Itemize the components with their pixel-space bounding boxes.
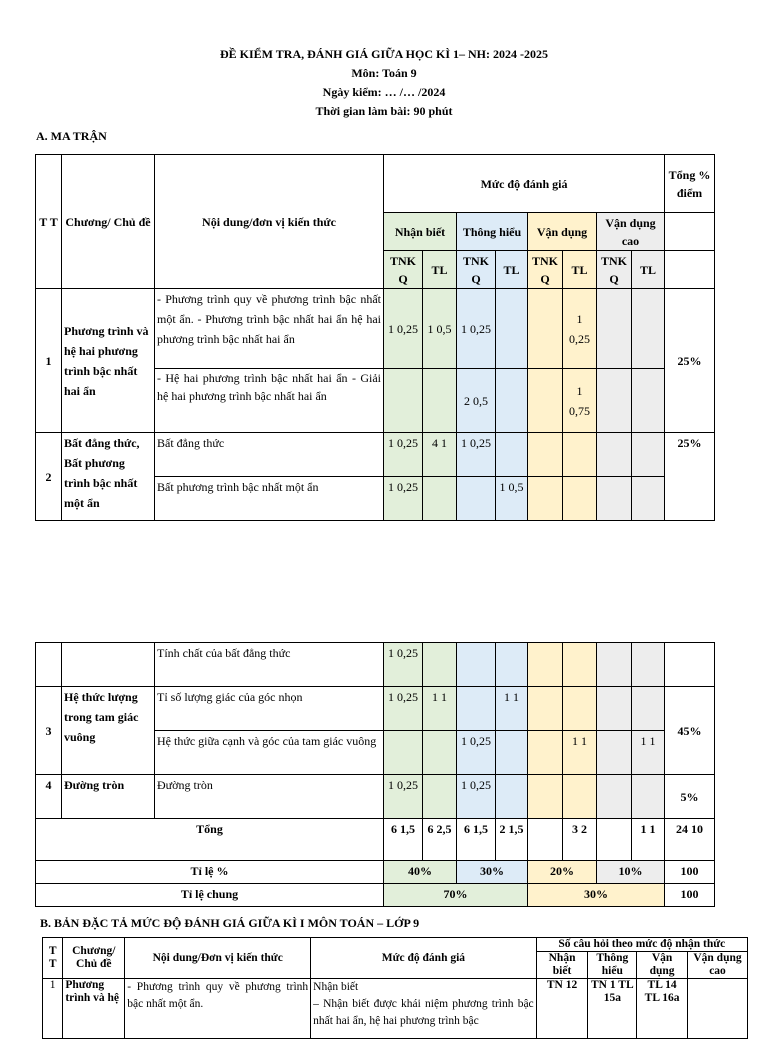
empty-cell [665, 213, 715, 251]
spec-header-mucdo: Mức độ đánh giá [311, 938, 537, 979]
empty-cell [563, 433, 597, 477]
tong-th-tl: 2 1,5 [496, 819, 528, 861]
tile-vdc: 10% [597, 861, 665, 884]
tile-th: 30% [457, 861, 528, 884]
empty-cell [597, 433, 632, 477]
row3a-nb-tnkq: 1 0,25 [384, 687, 423, 731]
row3-tong: 45% [665, 687, 715, 775]
row3a-noidung: Tỉ số lượng giác của góc nhọn [155, 687, 384, 731]
spec-header-chuong: Chương/ Chủ đề [63, 938, 125, 979]
row4-tong: 5% [665, 775, 715, 819]
row3a-nb-tl: 1 1 [423, 687, 457, 731]
header-tl: TL [632, 251, 665, 289]
empty-cell [528, 731, 563, 775]
empty-cell [423, 731, 457, 775]
row2a-nb-tl: 4 1 [423, 433, 457, 477]
empty-cell [632, 477, 665, 521]
row1a-nb-tnkq: 1 0,25 [384, 289, 423, 369]
row2a-noidung: Bất đẳng thức [155, 433, 384, 477]
empty-cell [496, 433, 528, 477]
matrix-table-part1 [35, 154, 715, 521]
row3b-th-tnkq: 1 0,25 [457, 731, 496, 775]
header-tl: TL [496, 251, 528, 289]
row1b-th-tnkq: 2 0,5 [457, 369, 496, 433]
section-a-title: A. MA TRẬN [36, 129, 107, 143]
row2a-th-tnkq: 1 0,25 [457, 433, 496, 477]
row1-chuong: Phương trình và hệ hai phương trình bậc nhất hai ẩn [62, 289, 155, 433]
empty-cell [457, 643, 496, 687]
tilechung-label: Tỉ lệ chung [36, 884, 384, 907]
row2c-nb-tnkq: 1 0,25 [384, 643, 423, 687]
header-tt: T T [36, 155, 62, 289]
header-tnkq: TNK Q [528, 251, 563, 289]
row3-tt: 3 [36, 687, 62, 775]
empty-cell [528, 477, 563, 521]
header-vandungcao: Vận dụng cao [597, 213, 665, 251]
empty-cell [632, 643, 665, 687]
spec-row1-mucdo-label: Nhận biết [313, 981, 359, 993]
row4-nb-tnkq: 1 0,25 [384, 775, 423, 819]
row3-chuong: Hệ thức lượng trong tam giác vuông [62, 687, 155, 775]
section-b-title: B. BẢN ĐẶC TẢ MỨC ĐỘ ĐÁNH GIÁ GIỮA KÌ I MÔN TOÁN – LỚP 9 [40, 916, 420, 930]
empty-cell [496, 289, 528, 369]
spec-row1-th: TN 1 TL 15a [588, 979, 637, 1039]
empty-cell [384, 369, 423, 433]
empty-cell [597, 643, 632, 687]
empty-cell [597, 477, 632, 521]
empty-cell [457, 687, 496, 731]
header-thonghieu: Thông hiểu [457, 213, 528, 251]
empty-cell [496, 643, 528, 687]
empty-cell [62, 643, 155, 687]
tilechung-b: 30% [528, 884, 665, 907]
row2b-th-tl: 1 0,5 [496, 477, 528, 521]
header-tnkq: TNK Q [457, 251, 496, 289]
row1b-noidung: - Hệ hai phương trình bậc nhất hai ẩn - Giải hệ hai phương trình bậc nhất hai ẩn [155, 369, 384, 433]
tile-nb: 40% [384, 861, 457, 884]
header-tnkq: TNK Q [597, 251, 632, 289]
row2a-nb-tnkq: 1 0,25 [384, 433, 423, 477]
spec-header-noidung: Nội dung/Đơn vị kiến thức [125, 938, 311, 979]
empty-cell [665, 251, 715, 289]
empty-cell [528, 643, 563, 687]
tile-label: Tỉ lệ % [36, 861, 384, 884]
spec-header-vandung: Vận dụng [637, 952, 688, 979]
empty-cell [528, 369, 563, 433]
empty-cell [597, 731, 632, 775]
row2c-noidung: Tính chất của bất đẳng thức [155, 643, 384, 687]
empty-cell [423, 369, 457, 433]
empty-cell [496, 731, 528, 775]
empty-cell [597, 289, 632, 369]
empty-cell [563, 687, 597, 731]
row3b-vdc-tl: 1 1 [632, 731, 665, 775]
empty-cell [457, 477, 496, 521]
empty-cell [632, 775, 665, 819]
row2b-nb-tnkq: 1 0,25 [384, 477, 423, 521]
empty-cell [665, 643, 715, 687]
empty-cell [423, 775, 457, 819]
row2-tt: 2 [36, 433, 62, 521]
empty-cell [528, 819, 563, 861]
header-mucdo: Mức độ đánh giá [384, 155, 665, 213]
header-tl: TL [423, 251, 457, 289]
spec-header-vandungcao: Vận dụng cao [687, 952, 747, 979]
row1b-vd-tl: 1 0,75 [563, 369, 597, 433]
spec-row1-chuong: Phương trình và hệ [63, 979, 125, 1039]
row2-tong: 25% [665, 433, 715, 521]
empty-cell [496, 775, 528, 819]
tong-label: Tổng [36, 819, 384, 861]
empty-cell [528, 775, 563, 819]
header-nhanbiet: Nhận biết [384, 213, 457, 251]
spec-row1-mucdo-text: – Nhận biết được khái niệm phương trình bậc nhất hai ẩn, hệ hai phương trình bậc [313, 998, 534, 1027]
tong-nb-tl: 6 2,5 [423, 819, 457, 861]
spec-row1-vd: TL 14 TL 16a [637, 979, 688, 1039]
empty-cell [597, 369, 632, 433]
row3a-th-tl: 1 1 [496, 687, 528, 731]
row4-noidung: Đường tròn [155, 775, 384, 819]
header-tong: Tổng % điểm [665, 155, 715, 213]
row2-chuong: Bất đẳng thức, Bất phương trình bậc nhất một ẩn [62, 433, 155, 521]
spec-row1-noidung: - Phương trình quy về phương trình bậc nhất một ẩn. [125, 979, 311, 1039]
empty-cell [687, 979, 747, 1039]
empty-cell [563, 775, 597, 819]
empty-cell [423, 643, 457, 687]
row4-th-tnkq: 1 0,25 [457, 775, 496, 819]
tong-nb-tnkq: 6 1,5 [384, 819, 423, 861]
empty-cell [36, 643, 62, 687]
empty-cell [528, 687, 563, 731]
row1-tt: 1 [36, 289, 62, 433]
empty-cell [563, 643, 597, 687]
spec-row1-nb: TN 12 [536, 979, 588, 1039]
tong-vdc-tl: 1 1 [632, 819, 665, 861]
empty-cell [632, 369, 665, 433]
spec-header-nhanbiet: Nhận biết [536, 952, 588, 979]
empty-cell [632, 289, 665, 369]
tong-all: 24 10 [665, 819, 715, 861]
header-chuong: Chương/ Chủ đề [62, 155, 155, 289]
empty-cell [496, 369, 528, 433]
row3b-noidung: Hệ thức giữa cạnh và góc của tam giác vuông [155, 731, 384, 775]
header-tl: TL [563, 251, 597, 289]
matrix-table-part2 [35, 642, 715, 907]
empty-cell [632, 687, 665, 731]
header-vandung: Vận dụng [528, 213, 597, 251]
row1a-vd-tl: 1 0,25 [563, 289, 597, 369]
row4-tt: 4 [36, 775, 62, 819]
subject: Môn: Toán 9 [351, 66, 417, 80]
spec-header-tt: T T [43, 938, 63, 979]
tilechung-a: 70% [384, 884, 528, 907]
empty-cell [528, 433, 563, 477]
row1a-noidung: - Phương trình quy về phương trình bậc nhất một ẩn. - Phương trình bậc nhất hai ẩn hệ hai phương trình bậc nhất hai ẩn [155, 289, 384, 369]
empty-cell [528, 289, 563, 369]
row1a-th-tnkq: 1 0,25 [457, 289, 496, 369]
header-tnkq: TNK Q [384, 251, 423, 289]
tong-th-tnkq: 6 1,5 [457, 819, 496, 861]
header-noidung: Nội dung/đơn vị kiến thức [155, 155, 384, 289]
row2b-noidung: Bất phương trình bậc nhất một ẩn [155, 477, 384, 521]
empty-cell [563, 477, 597, 521]
row1a-nb-tl: 1 0,5 [423, 289, 457, 369]
empty-cell [423, 477, 457, 521]
row1-tong: 25% [665, 289, 715, 433]
spec-header-thonghieu: Thông hiểu [588, 952, 637, 979]
exam-title: ĐỀ KIỂM TRA, ĐÁNH GIÁ GIỮA HỌC KÌ 1– NH: 2024 -2025 [219, 47, 548, 61]
exam-date: Ngày kiểm: … /… /2024 [322, 85, 446, 99]
row4-chuong: Đường tròn [62, 775, 155, 819]
tile-vd: 20% [528, 861, 597, 884]
tile-all: 100 [665, 861, 715, 884]
tilechung-all: 100 [665, 884, 715, 907]
exam-duration: Thời gian làm bài: 90 phút [315, 104, 453, 118]
empty-cell [597, 687, 632, 731]
tong-vd-tl: 3 2 [563, 819, 597, 861]
empty-cell [597, 775, 632, 819]
row3b-vd-tl: 1 1 [563, 731, 597, 775]
empty-cell [597, 819, 632, 861]
empty-cell [384, 731, 423, 775]
spec-row1-tt: 1 [43, 979, 63, 1039]
empty-cell [632, 433, 665, 477]
spec-header-socau: Số câu hỏi theo mức độ nhận thức [536, 938, 747, 952]
